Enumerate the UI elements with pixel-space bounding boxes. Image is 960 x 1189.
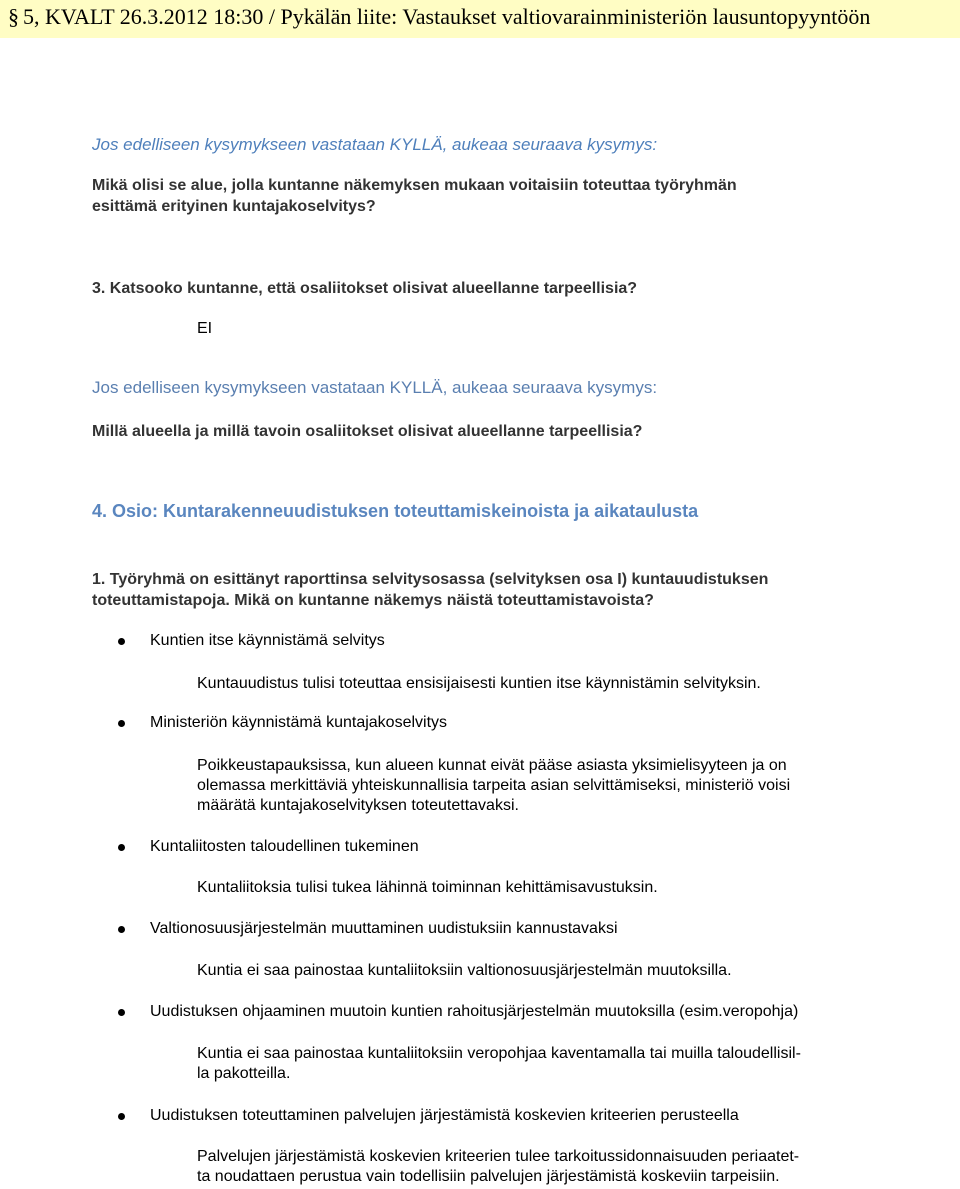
page-header xyxy=(8,4,870,30)
answer-line: määrätä kuntajakoselvityksen toteutettavaksi. xyxy=(197,797,519,814)
list-item-label: Kuntien itse käynnistämä selvitys xyxy=(150,632,385,649)
answer-line: olemassa merkittäviä yhteiskunnallisia tarpeita asian selvittämiseksi, ministeriö voisi xyxy=(197,777,791,794)
section-4-question-line1: 1. Työryhmä on esittänyt raporttinsa selvitysosassa (selvityksen osa I) kuntauudistuksen xyxy=(92,571,769,588)
header-text: 5, KVALT 26.3.2012 18:30 / Pykälän liite: Vastaukset valtiovarainministeriön lausuntopyyntöön xyxy=(23,4,871,29)
followup-question-1-line2: esittämä erityinen kuntajakoselvitys? xyxy=(92,198,376,215)
bullet-icon xyxy=(118,720,125,727)
bullet-icon xyxy=(118,926,125,933)
bullet-icon xyxy=(118,638,125,645)
section-sign-icon: § xyxy=(8,4,19,29)
list-item-answer xyxy=(197,1044,801,1084)
list-item-label: Valtionosuusjärjestelmän muuttaminen uudistuksiin kannustavaksi xyxy=(150,920,618,937)
followup-intro-1: Jos edelliseen kysymykseen vastataan KYLLÄ, aukeaa seuraava kysymys: xyxy=(92,135,658,154)
answer-line: Kuntia ei saa painostaa kuntaliitoksiin veropohjaa kaventamalla tai muilla taloudellisil- xyxy=(197,1045,801,1062)
list-item-label: Uudistuksen ohjaaminen muutoin kuntien rahoitusjärjestelmän muutoksilla (esim.veropohja) xyxy=(150,1003,799,1020)
answer-line: Poikkeustapauksissa, kun alueen kunnat eivät pääse asiasta yksimielisyyteen ja on xyxy=(197,757,787,774)
followup-question-2: Millä alueella ja millä tavoin osaliitokset olisivat alueellanne tarpeellisia? xyxy=(92,423,643,440)
bullet-icon xyxy=(118,844,125,851)
list-item-label: Kuntaliitosten taloudellinen tukeminen xyxy=(150,838,419,855)
section-4-question-line2: toteuttamistapoja. Mikä on kuntanne näkemys näistä toteuttamistavoista? xyxy=(92,592,654,609)
list-item-answer xyxy=(197,1147,799,1187)
answer-line: Kuntaliitoksia tulisi tukea lähinnä toiminnan kehittämisavustuksin. xyxy=(197,879,658,896)
question-3: 3. Katsooko kuntanne, että osaliitokset olisivat alueellanne tarpeellisia? xyxy=(92,280,638,297)
answer-line: la pakotteilla. xyxy=(197,1065,291,1082)
answer-line: Kuntia ei saa painostaa kuntaliitoksiin valtionosuusjärjestelmän muutoksilla. xyxy=(197,962,732,979)
question-3-answer: EI xyxy=(197,320,213,337)
answer-line: Palvelujen järjestämistä koskevien kriteerien tulee tarkoitussidonnaisuuden periaatet- xyxy=(197,1148,800,1165)
bullet-icon xyxy=(118,1009,125,1016)
section-4-title: 4. Osio: Kuntarakenneuudistuksen toteuttamiskeinoista ja aikataulusta xyxy=(92,501,699,521)
list-item-label: Ministeriön käynnistämä kuntajakoselvitys xyxy=(150,714,448,731)
list-item-answer xyxy=(197,961,732,981)
followup-question-1-line1: Mikä olisi se alue, jolla kuntanne näkemyksen mukaan voitaisiin toteuttaa työryhmän xyxy=(92,177,737,194)
bullet-icon xyxy=(118,1113,125,1120)
list-item-label: Uudistuksen toteuttaminen palvelujen järjestämistä koskevien kriteerien perusteella xyxy=(150,1107,739,1124)
list-item-answer xyxy=(197,878,658,898)
list-item-answer xyxy=(197,674,761,694)
answer-line: ta noudattaen perustua vain todellisiin palvelujen järjestämistä koskeviin tarpeisiin. xyxy=(197,1168,780,1185)
answer-line: Kuntauudistus tulisi toteuttaa ensisijaisesti kuntien itse käynnistämin selvityksin. xyxy=(197,675,761,692)
followup-intro-2: Jos edelliseen kysymykseen vastataan KYLLÄ, aukeaa seuraava kysymys: xyxy=(92,378,658,397)
list-item-answer xyxy=(197,756,790,816)
